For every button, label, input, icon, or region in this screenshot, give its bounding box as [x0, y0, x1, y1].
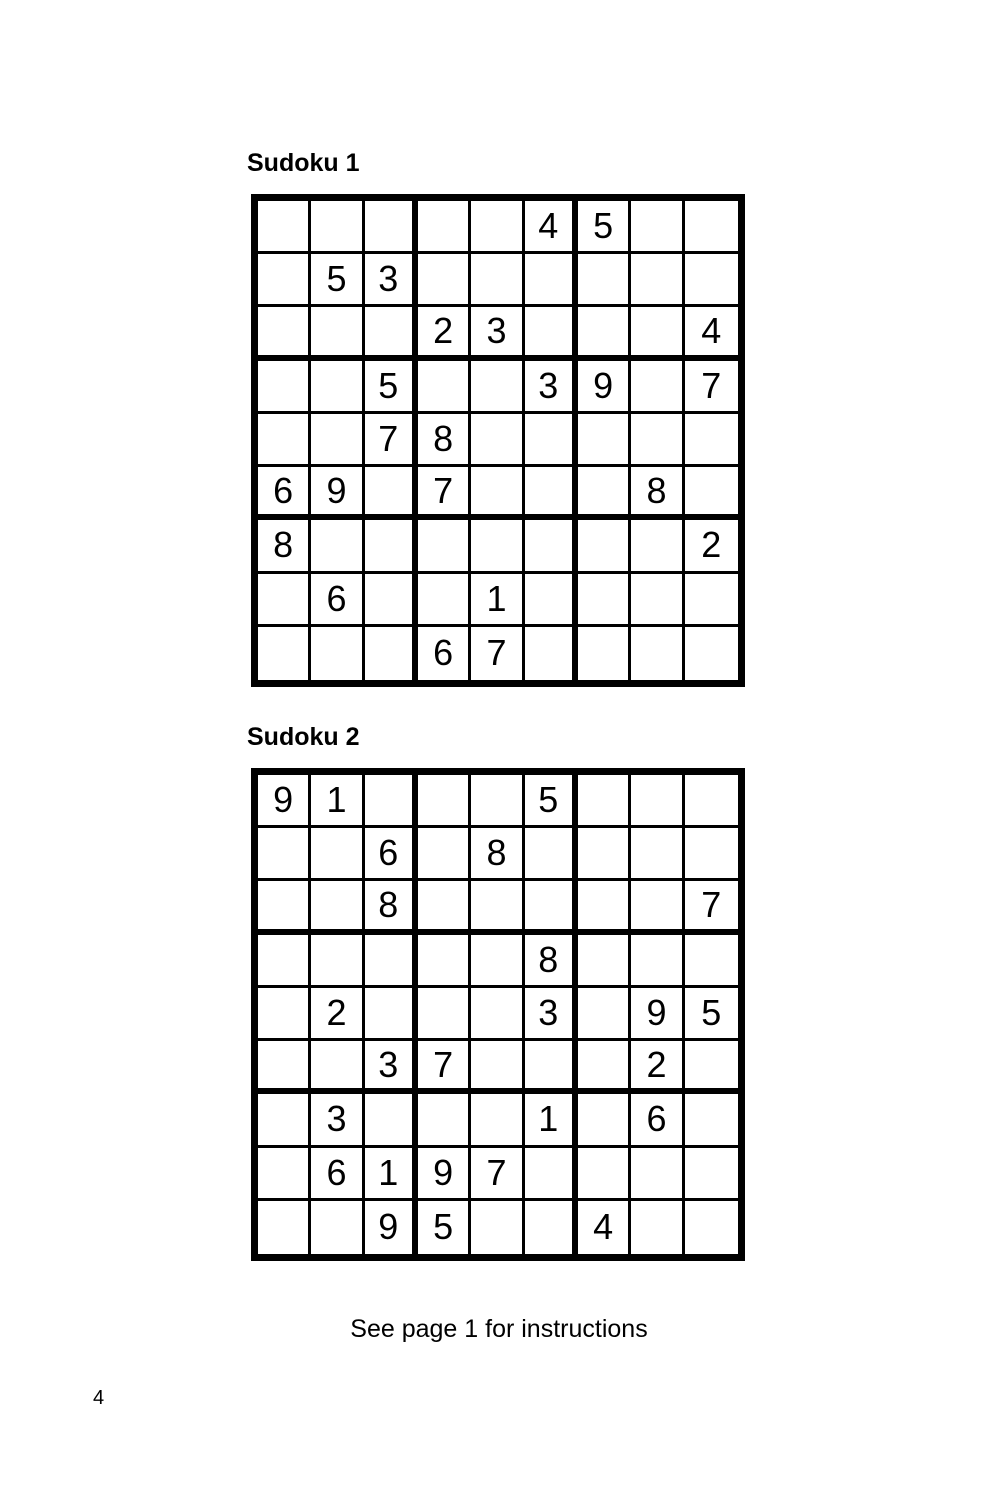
sudoku-1-title: Sudoku 1	[247, 149, 360, 177]
empty-cell	[471, 1041, 524, 1094]
empty-cell	[258, 361, 311, 414]
given-digit-cell: 9	[365, 1201, 418, 1254]
empty-cell	[471, 414, 524, 467]
empty-cell	[525, 520, 578, 573]
given-digit-cell: 9	[311, 467, 364, 520]
empty-cell	[578, 881, 631, 934]
empty-cell	[525, 1148, 578, 1201]
given-digit-cell: 9	[631, 988, 684, 1041]
empty-cell	[418, 935, 471, 988]
given-digit-cell: 7	[365, 414, 418, 467]
empty-cell	[471, 988, 524, 1041]
given-digit-cell: 7	[685, 361, 738, 414]
given-digit-cell: 5	[418, 1201, 471, 1254]
empty-cell	[578, 1094, 631, 1147]
empty-cell	[578, 254, 631, 307]
empty-cell	[258, 1094, 311, 1147]
page-number: 4	[93, 1387, 105, 1409]
given-digit-cell: 8	[631, 467, 684, 520]
empty-cell	[418, 1094, 471, 1147]
empty-cell	[685, 1201, 738, 1254]
empty-cell	[418, 881, 471, 934]
empty-cell	[311, 307, 364, 360]
empty-cell	[525, 1041, 578, 1094]
empty-cell	[578, 1041, 631, 1094]
empty-cell	[418, 574, 471, 627]
empty-cell	[258, 935, 311, 988]
empty-cell	[258, 254, 311, 307]
empty-cell	[418, 988, 471, 1041]
empty-cell	[311, 201, 364, 254]
empty-cell	[578, 467, 631, 520]
given-digit-cell: 2	[311, 988, 364, 1041]
given-digit-cell: 3	[525, 361, 578, 414]
empty-cell	[578, 828, 631, 881]
empty-cell	[365, 574, 418, 627]
empty-cell	[258, 1148, 311, 1201]
given-digit-cell: 6	[311, 1148, 364, 1201]
given-digit-cell: 6	[311, 574, 364, 627]
empty-cell	[258, 574, 311, 627]
empty-cell	[258, 1201, 311, 1254]
empty-cell	[631, 254, 684, 307]
given-digit-cell: 8	[471, 828, 524, 881]
empty-cell	[631, 361, 684, 414]
empty-cell	[258, 828, 311, 881]
empty-cell	[311, 361, 364, 414]
empty-cell	[525, 574, 578, 627]
given-digit-cell: 4	[685, 307, 738, 360]
empty-cell	[578, 414, 631, 467]
empty-cell	[685, 201, 738, 254]
empty-cell	[578, 574, 631, 627]
instructions-note: See page 1 for instructions	[350, 1315, 648, 1343]
empty-cell	[311, 881, 364, 934]
given-digit-cell: 7	[471, 627, 524, 680]
empty-cell	[311, 828, 364, 881]
empty-cell	[258, 1041, 311, 1094]
empty-cell	[631, 1201, 684, 1254]
given-digit-cell: 1	[525, 1094, 578, 1147]
empty-cell	[685, 254, 738, 307]
empty-cell	[631, 828, 684, 881]
empty-cell	[685, 467, 738, 520]
empty-cell	[525, 828, 578, 881]
empty-cell	[685, 775, 738, 828]
empty-cell	[365, 1094, 418, 1147]
empty-cell	[525, 467, 578, 520]
given-digit-cell: 2	[631, 1041, 684, 1094]
sudoku-2-title: Sudoku 2	[247, 723, 360, 751]
given-digit-cell: 6	[418, 627, 471, 680]
empty-cell	[631, 574, 684, 627]
empty-cell	[365, 467, 418, 520]
given-digit-cell: 2	[685, 520, 738, 573]
given-digit-cell: 4	[525, 201, 578, 254]
empty-cell	[685, 1041, 738, 1094]
given-digit-cell: 8	[258, 520, 311, 573]
given-digit-cell: 2	[418, 307, 471, 360]
empty-cell	[258, 881, 311, 934]
empty-cell	[471, 1201, 524, 1254]
given-digit-cell: 8	[525, 935, 578, 988]
empty-cell	[631, 935, 684, 988]
given-digit-cell: 1	[365, 1148, 418, 1201]
empty-cell	[631, 1148, 684, 1201]
given-digit-cell: 9	[258, 775, 311, 828]
empty-cell	[578, 988, 631, 1041]
empty-cell	[471, 201, 524, 254]
given-digit-cell: 7	[418, 467, 471, 520]
empty-cell	[471, 1094, 524, 1147]
given-digit-cell: 5	[578, 201, 631, 254]
given-digit-cell: 5	[365, 361, 418, 414]
empty-cell	[525, 627, 578, 680]
empty-cell	[365, 775, 418, 828]
empty-cell	[311, 935, 364, 988]
empty-cell	[525, 1201, 578, 1254]
empty-cell	[685, 1148, 738, 1201]
empty-cell	[418, 828, 471, 881]
empty-cell	[578, 520, 631, 573]
given-digit-cell: 1	[471, 574, 524, 627]
empty-cell	[631, 881, 684, 934]
empty-cell	[578, 307, 631, 360]
empty-cell	[418, 775, 471, 828]
empty-cell	[525, 414, 578, 467]
empty-cell	[311, 1041, 364, 1094]
empty-cell	[631, 775, 684, 828]
given-digit-cell: 6	[365, 828, 418, 881]
given-digit-cell: 8	[418, 414, 471, 467]
given-digit-cell: 3	[471, 307, 524, 360]
empty-cell	[631, 414, 684, 467]
empty-cell	[471, 775, 524, 828]
given-digit-cell: 3	[365, 1041, 418, 1094]
given-digit-cell: 6	[258, 467, 311, 520]
empty-cell	[471, 254, 524, 307]
empty-cell	[578, 775, 631, 828]
empty-cell	[365, 627, 418, 680]
empty-cell	[311, 520, 364, 573]
given-digit-cell: 9	[418, 1148, 471, 1201]
given-digit-cell: 3	[525, 988, 578, 1041]
sudoku-1-grid	[251, 194, 745, 687]
given-digit-cell: 5	[685, 988, 738, 1041]
given-digit-cell: 6	[631, 1094, 684, 1147]
empty-cell	[578, 1148, 631, 1201]
empty-cell	[631, 520, 684, 573]
empty-cell	[685, 935, 738, 988]
given-digit-cell: 4	[578, 1201, 631, 1254]
empty-cell	[258, 988, 311, 1041]
empty-cell	[311, 627, 364, 680]
empty-cell	[365, 988, 418, 1041]
empty-cell	[418, 520, 471, 573]
given-digit-cell: 7	[418, 1041, 471, 1094]
empty-cell	[471, 520, 524, 573]
empty-cell	[365, 520, 418, 573]
empty-cell	[365, 201, 418, 254]
empty-cell	[525, 881, 578, 934]
empty-cell	[631, 307, 684, 360]
given-digit-cell: 9	[578, 361, 631, 414]
empty-cell	[258, 414, 311, 467]
empty-cell	[631, 201, 684, 254]
given-digit-cell: 8	[365, 881, 418, 934]
given-digit-cell: 7	[471, 1148, 524, 1201]
empty-cell	[471, 467, 524, 520]
empty-cell	[258, 201, 311, 254]
empty-cell	[525, 307, 578, 360]
empty-cell	[311, 414, 364, 467]
empty-cell	[311, 1201, 364, 1254]
empty-cell	[471, 361, 524, 414]
empty-cell	[578, 935, 631, 988]
sudoku-2-grid	[251, 768, 745, 1261]
empty-cell	[418, 201, 471, 254]
empty-cell	[365, 935, 418, 988]
empty-cell	[471, 935, 524, 988]
given-digit-cell: 1	[311, 775, 364, 828]
empty-cell	[685, 574, 738, 627]
empty-cell	[685, 1094, 738, 1147]
empty-cell	[365, 307, 418, 360]
given-digit-cell: 5	[311, 254, 364, 307]
given-digit-cell: 5	[525, 775, 578, 828]
empty-cell	[685, 627, 738, 680]
empty-cell	[685, 828, 738, 881]
empty-cell	[578, 627, 631, 680]
given-digit-cell: 3	[311, 1094, 364, 1147]
given-digit-cell: 7	[685, 881, 738, 934]
given-digit-cell: 3	[365, 254, 418, 307]
empty-cell	[471, 881, 524, 934]
empty-cell	[685, 414, 738, 467]
empty-cell	[418, 361, 471, 414]
empty-cell	[258, 307, 311, 360]
empty-cell	[631, 627, 684, 680]
empty-cell	[525, 254, 578, 307]
empty-cell	[258, 627, 311, 680]
empty-cell	[418, 254, 471, 307]
